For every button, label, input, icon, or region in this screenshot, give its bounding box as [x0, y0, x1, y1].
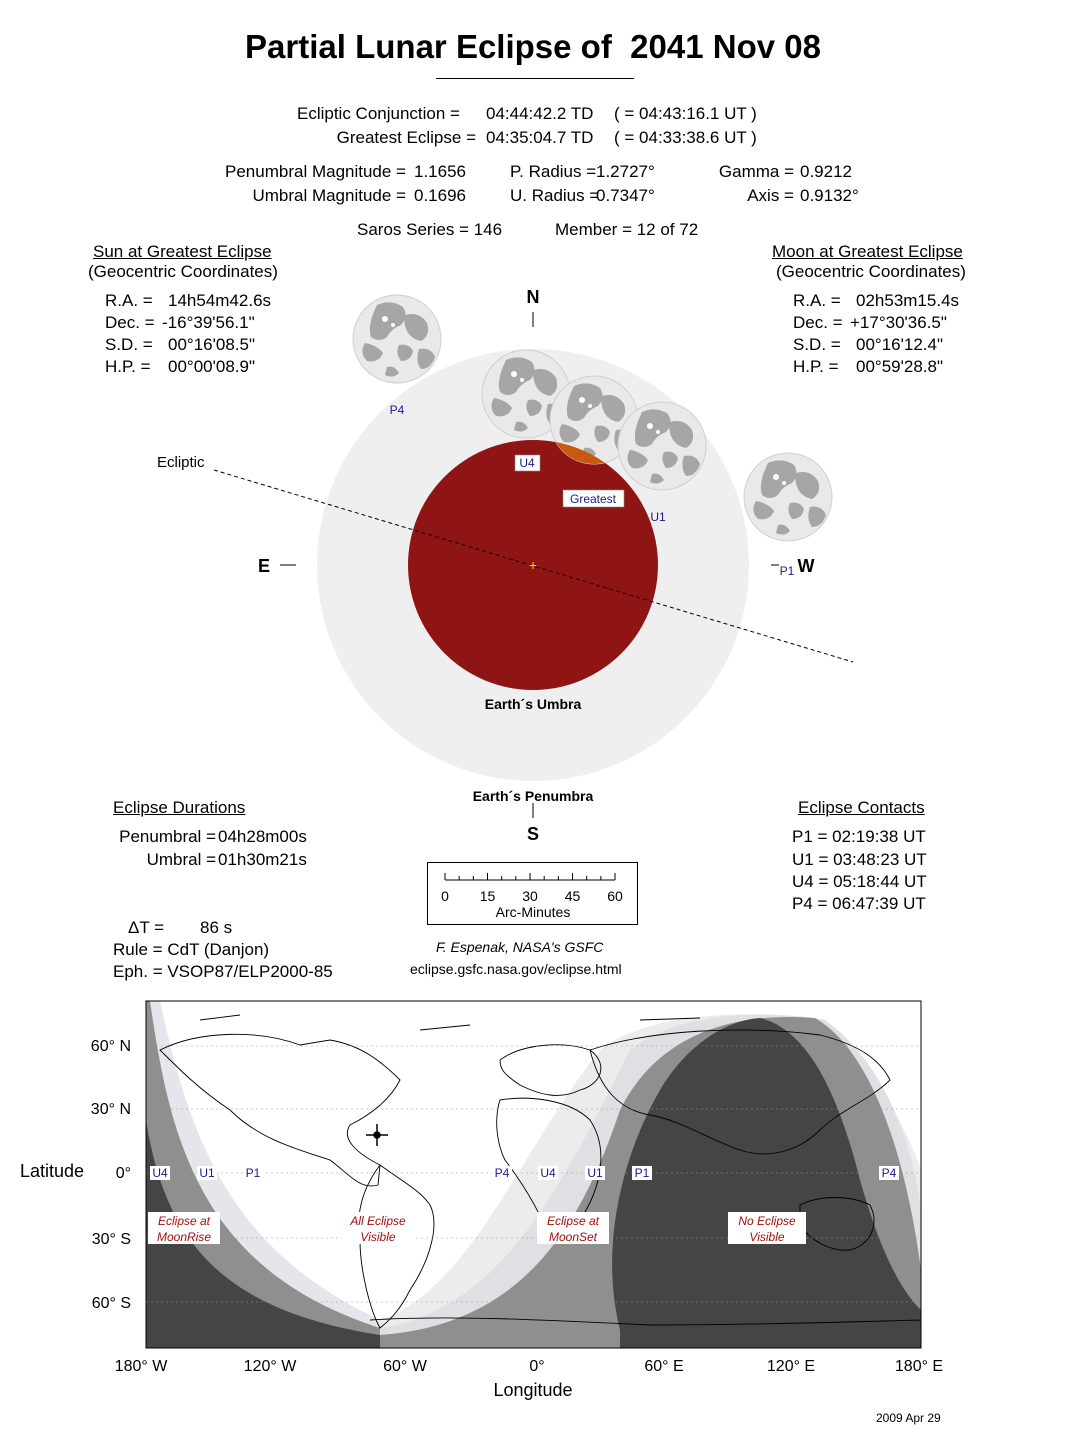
umbral-magnitude-value: 0.1696 [414, 186, 466, 205]
saros-series: Saros Series = 146 [357, 220, 503, 239]
south-label: S [526, 824, 540, 844]
map-curve-label-far-east-p4: P4 [881, 1166, 897, 1180]
penumbral-duration-value: 04h28m00s [218, 827, 307, 846]
greatest-eclipse-ut: ( = 04:33:38.6 UT ) [614, 128, 757, 147]
penumbral-magnitude-value: 1.1656 [414, 162, 466, 181]
lon-tick-60e: 60° E [644, 1358, 684, 1375]
contacts-heading: Eclipse Contacts [798, 798, 925, 817]
contact-label-p1: P1 [779, 564, 795, 578]
credit-author: F. Espenak, NASA's GSFC [436, 939, 604, 955]
sun-dec-label: Dec. = [105, 313, 155, 332]
greatest-eclipse-td: 04:35:04.7 TD [486, 128, 594, 147]
ephemeris-text: Eph. = VSOP87/ELP2000-85 [113, 962, 333, 981]
moon-p1 [744, 453, 832, 541]
penumbral-magnitude-label: Penumbral Magnitude = [225, 162, 406, 181]
conjunction-td: 04:44:42.2 TD [486, 104, 594, 123]
sun-heading: Sun at Greatest Eclipse [93, 242, 272, 261]
region-moonrise-line1: Eclipse at [157, 1214, 211, 1228]
delta-t-value: 86 s [200, 918, 233, 937]
axis-center-mark: + [528, 557, 538, 573]
p-radius-label: P. Radius = [510, 162, 597, 181]
visibility-map [0, 990, 1082, 1410]
scale-tick-0: 0 [441, 888, 449, 904]
durations-heading: Eclipse Durations [113, 798, 246, 817]
moon-p4 [353, 295, 441, 383]
map-curve-label-east-u4: U4 [540, 1166, 556, 1180]
region-all-visible-line1: All Eclipse [350, 1214, 406, 1228]
contact-u4-time: U4 = 05:18:44 UT [792, 872, 927, 891]
p-radius-value: 1.2727° [596, 162, 655, 181]
umbral-duration-value: 01h30m21s [218, 850, 307, 869]
region-moonset-line2: MoonSet [548, 1230, 598, 1244]
credit-url: eclipse.gsfc.nasa.gov/eclipse.html [410, 961, 622, 977]
sun-dec-value: -16°39'56.1" [162, 313, 255, 332]
map-curve-label-west-u4: U4 [152, 1166, 168, 1180]
u-radius-value: 0.7347° [596, 186, 655, 205]
arc-minute-scale [427, 862, 639, 926]
penumbra-label: Earth´s Penumbra [472, 788, 594, 804]
umbral-duration-label: Umbral = [146, 850, 216, 869]
region-moonset-line1: Eclipse at [546, 1214, 600, 1228]
u-radius-label: U. Radius = [510, 186, 600, 205]
map-curve-label-east-p4: P4 [494, 1166, 510, 1180]
sun-sd-value: 00°16'08.5" [168, 335, 255, 354]
scale-tick-60: 60 [607, 888, 623, 904]
moon-ra-label: R.A. = [793, 291, 841, 310]
moon-hp-value: 00°59'28.8" [856, 357, 943, 376]
lon-tick-180w: 180° W [114, 1358, 168, 1375]
region-moonrise-line2: MoonRise [156, 1230, 212, 1244]
map-curve-label-east-u1: U1 [587, 1166, 603, 1180]
conjunction-label: Ecliptic Conjunction = [296, 104, 460, 123]
conjunction-ut: ( = 04:43:16.1 UT ) [614, 104, 757, 123]
gamma-label: Gamma = [718, 162, 794, 181]
sun-hp-value: 00°00'08.9" [168, 357, 255, 376]
contact-p4-time: P4 = 06:47:39 UT [792, 894, 926, 913]
map-curve-label-west-u1: U1 [199, 1166, 215, 1180]
page-title: Partial Lunar Eclipse of 2041 Nov 08 [245, 28, 821, 65]
scale-tick-15: 15 [479, 888, 496, 904]
scale-tick-45: 45 [564, 888, 581, 904]
region-all-visible-line2: Visible [360, 1230, 396, 1244]
sun-subheading: (Geocentric Coordinates) [88, 262, 278, 281]
moon-dec-label: Dec. = [793, 313, 843, 332]
moon-hp-label: H.P. = [793, 357, 839, 376]
lon-tick-120w: 120° W [243, 1358, 297, 1375]
moon-dec-value: +17°30'36.5" [850, 313, 947, 332]
saros-member: Member = 12 of 72 [555, 220, 699, 239]
umbral-magnitude-label: Umbral Magnitude = [252, 186, 406, 205]
map-curve-label-west-p1: P1 [245, 1166, 261, 1180]
moon-ra-value: 02h53m15.4s [856, 291, 960, 310]
lon-tick-0: 0° [529, 1358, 545, 1375]
map-curve-label-east-p1: P1 [634, 1166, 650, 1180]
sun-ra-label: R.A. = [105, 291, 153, 310]
ecliptic-label: Ecliptic [157, 454, 205, 471]
moon-sd-value: 00°16'12.4" [856, 335, 943, 354]
lat-tick-60n: 60° N [90, 1038, 131, 1055]
delta-t-label: ΔT = [128, 918, 165, 937]
penumbral-duration-label: Penumbral = [119, 827, 216, 846]
umbra-label: Earth´s Umbra [484, 696, 582, 712]
sun-hp-label: H.P. = [105, 357, 151, 376]
rule-text: Rule = CdT (Danjon) [113, 940, 270, 959]
scale-tick-30: 30 [522, 888, 538, 904]
contact-label-greatest: Greatest [569, 492, 617, 506]
lon-tick-120e: 120° E [766, 1358, 816, 1375]
lon-tick-180e: 180° E [894, 1358, 944, 1375]
lat-tick-30n: 30° N [90, 1101, 131, 1118]
sun-ra-value: 14h54m42.6s [168, 291, 272, 310]
moon-subheading: (Geocentric Coordinates) [776, 262, 966, 281]
sun-sd-label: S.D. = [105, 335, 153, 354]
axis-label: Axis = [747, 186, 794, 205]
moon-heading: Moon at Greatest Eclipse [772, 242, 963, 261]
map-xlabel: Longitude [493, 1380, 573, 1400]
region-no-eclipse-line2: Visible [749, 1230, 785, 1244]
greatest-eclipse-label: Greatest Eclipse = [336, 128, 476, 147]
moon-sd-label: S.D. = [793, 335, 841, 354]
contact-u1-time: U1 = 03:48:23 UT [792, 850, 927, 869]
east-label: E [257, 556, 271, 576]
date-stamp: 2009 Apr 29 [876, 1411, 941, 1425]
lat-tick-30s: 30° S [91, 1231, 131, 1248]
contact-label-u4: U4 [519, 456, 535, 470]
scale-label: Arc-Minutes [495, 904, 571, 920]
lon-tick-60w: 60° W [383, 1358, 427, 1375]
moon-u1 [618, 402, 706, 490]
lat-tick-60s: 60° S [91, 1295, 131, 1312]
contact-label-p4: P4 [389, 403, 405, 417]
contact-p1-time: P1 = 02:19:38 UT [792, 827, 926, 846]
gamma-value: 0.9212 [800, 162, 852, 181]
lat-tick-0: 0° [115, 1165, 131, 1182]
map-ylabel: Latitude [19, 1161, 85, 1181]
contact-label-u1: U1 [650, 510, 666, 524]
region-no-eclipse-line1: No Eclipse [738, 1214, 796, 1228]
west-label: W [797, 556, 815, 576]
north-label: N [526, 287, 540, 307]
axis-value: 0.9132° [800, 186, 859, 205]
